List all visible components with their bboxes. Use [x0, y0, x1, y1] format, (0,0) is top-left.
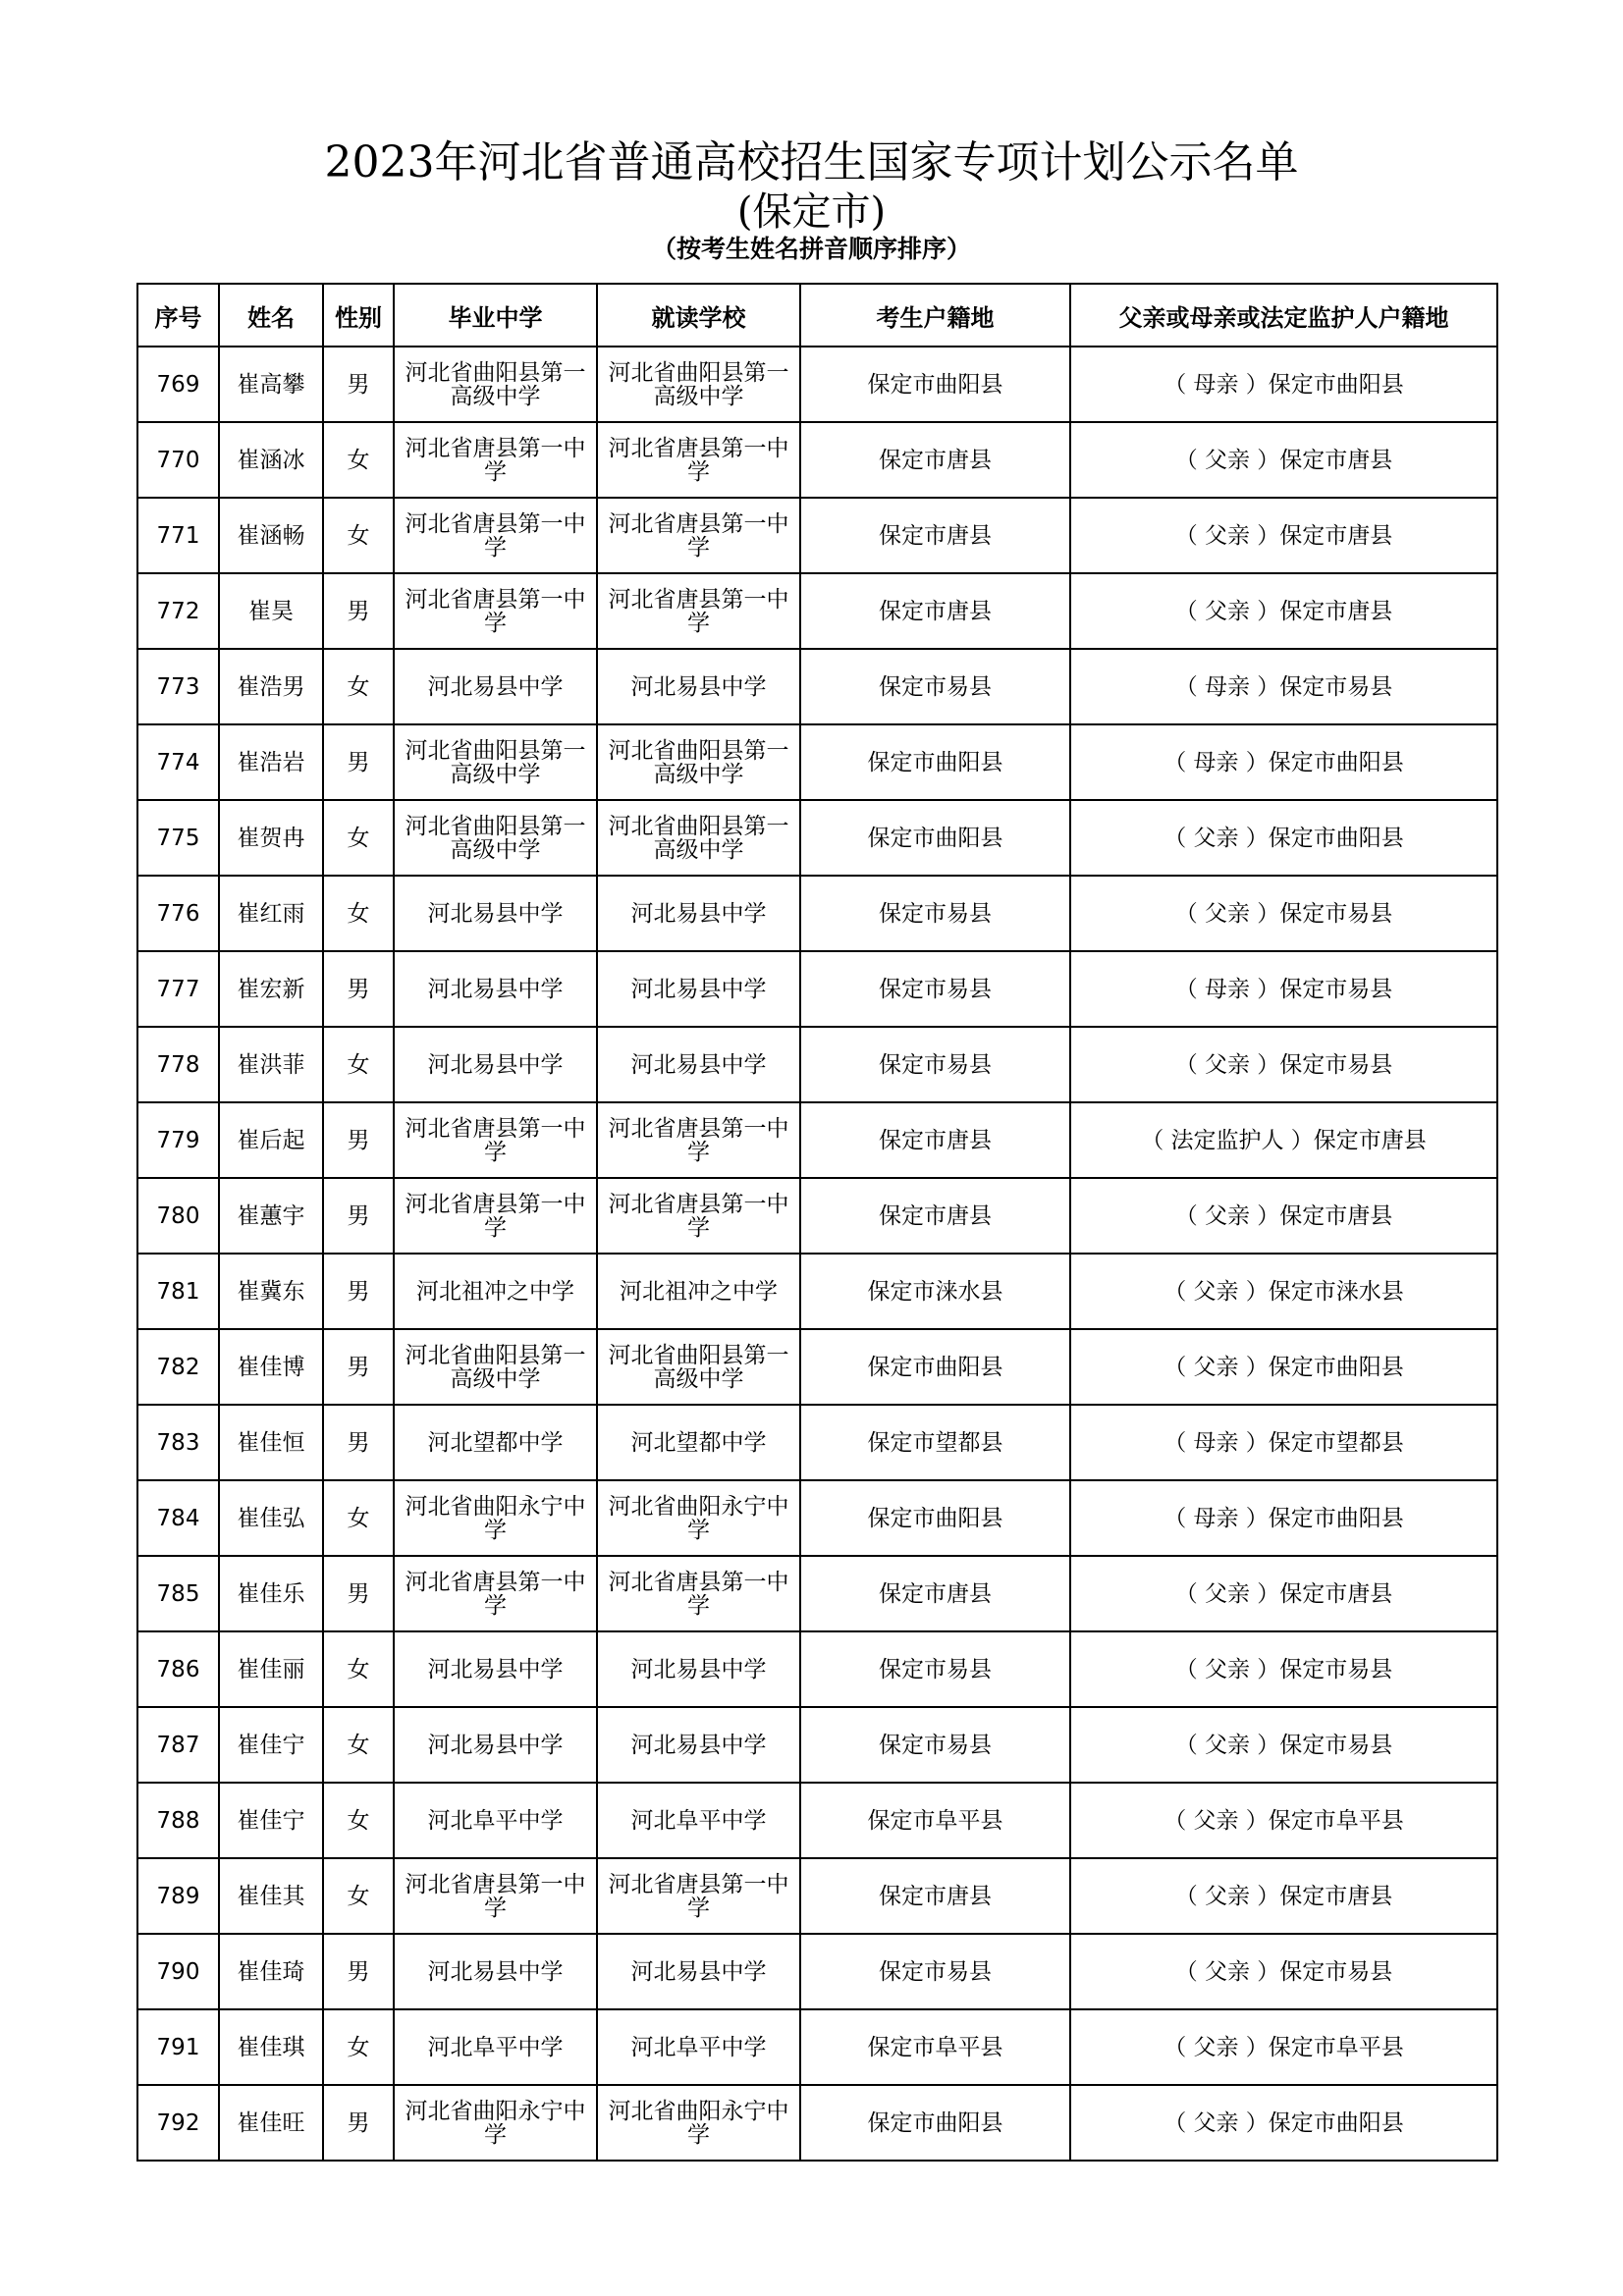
cell-gender: 女	[323, 1027, 394, 1102]
cell-gender: 男	[323, 1934, 394, 2009]
cell-index: 781	[137, 1254, 219, 1329]
cell-gender: 女	[323, 1707, 394, 1783]
cell-index: 787	[137, 1707, 219, 1783]
table-row	[137, 1178, 1497, 1254]
cell-gender: 男	[323, 1254, 394, 1329]
cell-guardian-residence: （ 法定监护人 ）保定市唐县	[1070, 1102, 1497, 1178]
cell-graduation-school: 河北省唐县第一中学	[394, 1556, 597, 1631]
cell-current-school: 河北易县中学	[597, 1631, 800, 1707]
cell-guardian-residence: （ 母亲 ）保定市易县	[1070, 951, 1497, 1027]
cell-graduation-school: 河北望都中学	[394, 1405, 597, 1480]
cell-gender: 男	[323, 1102, 394, 1178]
cell-graduation-school: 河北易县中学	[394, 1631, 597, 1707]
cell-gender: 女	[323, 1480, 394, 1556]
cell-graduation-school: 河北省曲阳县第一高级中学	[394, 800, 597, 876]
table-row	[137, 1934, 1497, 2009]
cell-gender: 男	[323, 1329, 394, 1405]
cell-student-residence: 保定市易县	[800, 649, 1070, 724]
cell-index: 788	[137, 1783, 219, 1858]
cell-index: 769	[137, 347, 219, 422]
header-name: 姓名	[219, 284, 323, 347]
cell-gender: 女	[323, 498, 394, 573]
cell-name: 崔浩岩	[219, 724, 323, 800]
cell-current-school: 河北省唐县第一中学	[597, 1178, 800, 1254]
cell-gender: 女	[323, 1783, 394, 1858]
cell-guardian-residence: （ 父亲 ）保定市唐县	[1070, 422, 1497, 498]
cell-graduation-school: 河北阜平中学	[394, 1783, 597, 1858]
cell-guardian-residence: （ 父亲 ）保定市易县	[1070, 876, 1497, 951]
table-row	[137, 1405, 1497, 1480]
cell-graduation-school: 河北省曲阳永宁中学	[394, 2085, 597, 2161]
cell-current-school: 河北易县中学	[597, 951, 800, 1027]
cell-name: 崔红雨	[219, 876, 323, 951]
cell-name: 崔佳其	[219, 1858, 323, 1934]
table-row	[137, 876, 1497, 951]
table-row	[137, 2009, 1497, 2085]
cell-name: 崔冀东	[219, 1254, 323, 1329]
cell-index: 773	[137, 649, 219, 724]
cell-current-school: 河北省唐县第一中学	[597, 498, 800, 573]
table-row	[137, 1783, 1497, 1858]
cell-guardian-residence: （ 母亲 ）保定市曲阳县	[1070, 724, 1497, 800]
cell-name: 崔佳乐	[219, 1556, 323, 1631]
document-subtitle-city: (保定市)	[736, 189, 887, 235]
cell-current-school: 河北省曲阳永宁中学	[597, 1480, 800, 1556]
table-row	[137, 347, 1497, 422]
cell-name: 崔浩男	[219, 649, 323, 724]
cell-student-residence: 保定市阜平县	[800, 1783, 1070, 1858]
admission-list-table	[136, 283, 1498, 2162]
table-row	[137, 1480, 1497, 1556]
cell-gender: 男	[323, 1178, 394, 1254]
cell-gender: 男	[323, 724, 394, 800]
cell-guardian-residence: （ 母亲 ）保定市曲阳县	[1070, 347, 1497, 422]
cell-current-school: 河北阜平中学	[597, 1783, 800, 1858]
cell-student-residence: 保定市曲阳县	[800, 2085, 1070, 2161]
cell-gender: 男	[323, 951, 394, 1027]
cell-guardian-residence: （ 父亲 ）保定市唐县	[1070, 498, 1497, 573]
cell-name: 崔佳琪	[219, 2009, 323, 2085]
cell-graduation-school: 河北易县中学	[394, 1707, 597, 1783]
cell-graduation-school: 河北易县中学	[394, 649, 597, 724]
cell-name: 崔高攀	[219, 347, 323, 422]
cell-student-residence: 保定市曲阳县	[800, 800, 1070, 876]
cell-student-residence: 保定市曲阳县	[800, 347, 1070, 422]
cell-guardian-residence: （ 母亲 ）保定市望都县	[1070, 1405, 1497, 1480]
cell-graduation-school: 河北省唐县第一中学	[394, 1102, 597, 1178]
cell-current-school: 河北省唐县第一中学	[597, 1858, 800, 1934]
cell-guardian-residence: （ 父亲 ）保定市曲阳县	[1070, 1329, 1497, 1405]
cell-guardian-residence: （ 父亲 ）保定市易县	[1070, 1934, 1497, 2009]
cell-guardian-residence: （ 父亲 ）保定市唐县	[1070, 1858, 1497, 1934]
cell-guardian-residence: （ 父亲 ）保定市阜平县	[1070, 2009, 1497, 2085]
table-row	[137, 1858, 1497, 1934]
table-header-row	[137, 284, 1497, 347]
cell-gender: 女	[323, 2009, 394, 2085]
cell-current-school: 河北省曲阳永宁中学	[597, 2085, 800, 2161]
cell-graduation-school: 河北省唐县第一中学	[394, 422, 597, 498]
header-student-residence: 考生户籍地	[800, 284, 1070, 347]
cell-index: 779	[137, 1102, 219, 1178]
table-row	[137, 1329, 1497, 1405]
cell-name: 崔宏新	[219, 951, 323, 1027]
cell-graduation-school: 河北省唐县第一中学	[394, 498, 597, 573]
cell-student-residence: 保定市易县	[800, 1027, 1070, 1102]
cell-graduation-school: 河北易县中学	[394, 951, 597, 1027]
cell-current-school: 河北省曲阳县第一高级中学	[597, 347, 800, 422]
table-row	[137, 649, 1497, 724]
table-row	[137, 1254, 1497, 1329]
table-row	[137, 1631, 1497, 1707]
cell-name: 崔蕙宇	[219, 1178, 323, 1254]
cell-student-residence: 保定市易县	[800, 951, 1070, 1027]
cell-guardian-residence: （ 父亲 ）保定市涞水县	[1070, 1254, 1497, 1329]
cell-student-residence: 保定市易县	[800, 1934, 1070, 2009]
cell-name: 崔佳旺	[219, 2085, 323, 2161]
cell-graduation-school: 河北省唐县第一中学	[394, 573, 597, 649]
cell-graduation-school: 河北阜平中学	[394, 2009, 597, 2085]
cell-student-residence: 保定市唐县	[800, 1178, 1070, 1254]
cell-student-residence: 保定市望都县	[800, 1405, 1070, 1480]
table-row	[137, 573, 1497, 649]
cell-guardian-residence: （ 母亲 ）保定市易县	[1070, 649, 1497, 724]
cell-current-school: 河北阜平中学	[597, 2009, 800, 2085]
header-gender: 性别	[323, 284, 394, 347]
cell-gender: 女	[323, 876, 394, 951]
cell-student-residence: 保定市唐县	[800, 573, 1070, 649]
cell-index: 774	[137, 724, 219, 800]
table-row	[137, 1556, 1497, 1631]
cell-index: 778	[137, 1027, 219, 1102]
cell-current-school: 河北省曲阳县第一高级中学	[597, 1329, 800, 1405]
cell-index: 783	[137, 1405, 219, 1480]
cell-index: 784	[137, 1480, 219, 1556]
cell-current-school: 河北易县中学	[597, 1934, 800, 2009]
cell-student-residence: 保定市曲阳县	[800, 724, 1070, 800]
cell-name: 崔涵冰	[219, 422, 323, 498]
cell-student-residence: 保定市阜平县	[800, 2009, 1070, 2085]
cell-gender: 男	[323, 573, 394, 649]
cell-student-residence: 保定市唐县	[800, 1556, 1070, 1631]
cell-graduation-school: 河北易县中学	[394, 1027, 597, 1102]
cell-current-school: 河北易县中学	[597, 1027, 800, 1102]
cell-name: 崔佳博	[219, 1329, 323, 1405]
cell-student-residence: 保定市易县	[800, 1631, 1070, 1707]
table-row	[137, 1027, 1497, 1102]
cell-index: 790	[137, 1934, 219, 2009]
cell-index: 791	[137, 2009, 219, 2085]
cell-gender: 女	[323, 1858, 394, 1934]
cell-student-residence: 保定市唐县	[800, 1858, 1070, 1934]
table-row	[137, 724, 1497, 800]
cell-index: 785	[137, 1556, 219, 1631]
cell-name: 崔后起	[219, 1102, 323, 1178]
cell-index: 776	[137, 876, 219, 951]
cell-name: 崔涵畅	[219, 498, 323, 573]
cell-index: 771	[137, 498, 219, 573]
table-row	[137, 1102, 1497, 1178]
table-row	[137, 2085, 1497, 2161]
cell-student-residence: 保定市唐县	[800, 498, 1070, 573]
cell-graduation-school: 河北省唐县第一中学	[394, 1858, 597, 1934]
cell-name: 崔佳丽	[219, 1631, 323, 1707]
cell-graduation-school: 河北易县中学	[394, 1934, 597, 2009]
cell-name: 崔佳弘	[219, 1480, 323, 1556]
cell-guardian-residence: （ 父亲 ）保定市易县	[1070, 1631, 1497, 1707]
cell-current-school: 河北省唐县第一中学	[597, 1556, 800, 1631]
cell-guardian-residence: （ 父亲 ）保定市易县	[1070, 1707, 1497, 1783]
cell-index: 780	[137, 1178, 219, 1254]
cell-gender: 男	[323, 1405, 394, 1480]
cell-index: 789	[137, 1858, 219, 1934]
cell-gender: 男	[323, 1556, 394, 1631]
cell-current-school: 河北省曲阳县第一高级中学	[597, 800, 800, 876]
cell-current-school: 河北易县中学	[597, 649, 800, 724]
cell-name: 崔佳琦	[219, 1934, 323, 2009]
table-row	[137, 422, 1497, 498]
cell-student-residence: 保定市易县	[800, 876, 1070, 951]
cell-student-residence: 保定市易县	[800, 1707, 1070, 1783]
header-guardian-residence: 父亲或母亲或法定监护人户籍地	[1070, 284, 1497, 347]
header-index: 序号	[137, 284, 219, 347]
cell-index: 777	[137, 951, 219, 1027]
header-graduation-school: 毕业中学	[394, 284, 597, 347]
document-sort-note: （按考生姓名拼音顺序排序）	[651, 235, 971, 263]
table-row	[137, 1707, 1497, 1783]
cell-student-residence: 保定市唐县	[800, 422, 1070, 498]
table-row	[137, 951, 1497, 1027]
cell-student-residence: 保定市曲阳县	[800, 1480, 1070, 1556]
table-row	[137, 498, 1497, 573]
cell-guardian-residence: （ 母亲 ）保定市曲阳县	[1070, 1480, 1497, 1556]
cell-current-school: 河北省唐县第一中学	[597, 422, 800, 498]
cell-name: 崔佳宁	[219, 1707, 323, 1783]
cell-index: 786	[137, 1631, 219, 1707]
cell-student-residence: 保定市曲阳县	[800, 1329, 1070, 1405]
cell-graduation-school: 河北易县中学	[394, 876, 597, 951]
cell-name: 崔佳恒	[219, 1405, 323, 1480]
cell-gender: 男	[323, 347, 394, 422]
cell-name: 崔佳宁	[219, 1783, 323, 1858]
cell-student-residence: 保定市涞水县	[800, 1254, 1070, 1329]
cell-graduation-school: 河北省曲阳县第一高级中学	[394, 1329, 597, 1405]
document-title: 2023年河北省普通高校招生国家专项计划公示名单	[324, 137, 1299, 187]
cell-current-school: 河北易县中学	[597, 1707, 800, 1783]
table-row	[137, 800, 1497, 876]
cell-gender: 男	[323, 2085, 394, 2161]
cell-current-school: 河北望都中学	[597, 1405, 800, 1480]
cell-guardian-residence: （ 父亲 ）保定市唐县	[1070, 1556, 1497, 1631]
cell-name: 崔贺冉	[219, 800, 323, 876]
cell-gender: 女	[323, 649, 394, 724]
cell-current-school: 河北省曲阳县第一高级中学	[597, 724, 800, 800]
cell-student-residence: 保定市唐县	[800, 1102, 1070, 1178]
cell-current-school: 河北易县中学	[597, 876, 800, 951]
cell-current-school: 河北省唐县第一中学	[597, 573, 800, 649]
cell-gender: 女	[323, 800, 394, 876]
cell-guardian-residence: （ 父亲 ）保定市曲阳县	[1070, 2085, 1497, 2161]
cell-guardian-residence: （ 父亲 ）保定市曲阳县	[1070, 800, 1497, 876]
cell-graduation-school: 河北省曲阳县第一高级中学	[394, 347, 597, 422]
cell-name: 崔昊	[219, 573, 323, 649]
cell-gender: 女	[323, 422, 394, 498]
header-current-school: 就读学校	[597, 284, 800, 347]
cell-current-school: 河北省唐县第一中学	[597, 1102, 800, 1178]
cell-index: 775	[137, 800, 219, 876]
cell-guardian-residence: （ 父亲 ）保定市唐县	[1070, 1178, 1497, 1254]
cell-guardian-residence: （ 父亲 ）保定市易县	[1070, 1027, 1497, 1102]
cell-graduation-school: 河北祖冲之中学	[394, 1254, 597, 1329]
cell-current-school: 河北祖冲之中学	[597, 1254, 800, 1329]
cell-index: 772	[137, 573, 219, 649]
cell-name: 崔洪菲	[219, 1027, 323, 1102]
cell-index: 782	[137, 1329, 219, 1405]
cell-guardian-residence: （ 父亲 ）保定市阜平县	[1070, 1783, 1497, 1858]
cell-gender: 女	[323, 1631, 394, 1707]
cell-index: 792	[137, 2085, 219, 2161]
cell-graduation-school: 河北省唐县第一中学	[394, 1178, 597, 1254]
cell-index: 770	[137, 422, 219, 498]
cell-graduation-school: 河北省曲阳县第一高级中学	[394, 724, 597, 800]
cell-guardian-residence: （ 父亲 ）保定市唐县	[1070, 573, 1497, 649]
cell-graduation-school: 河北省曲阳永宁中学	[394, 1480, 597, 1556]
